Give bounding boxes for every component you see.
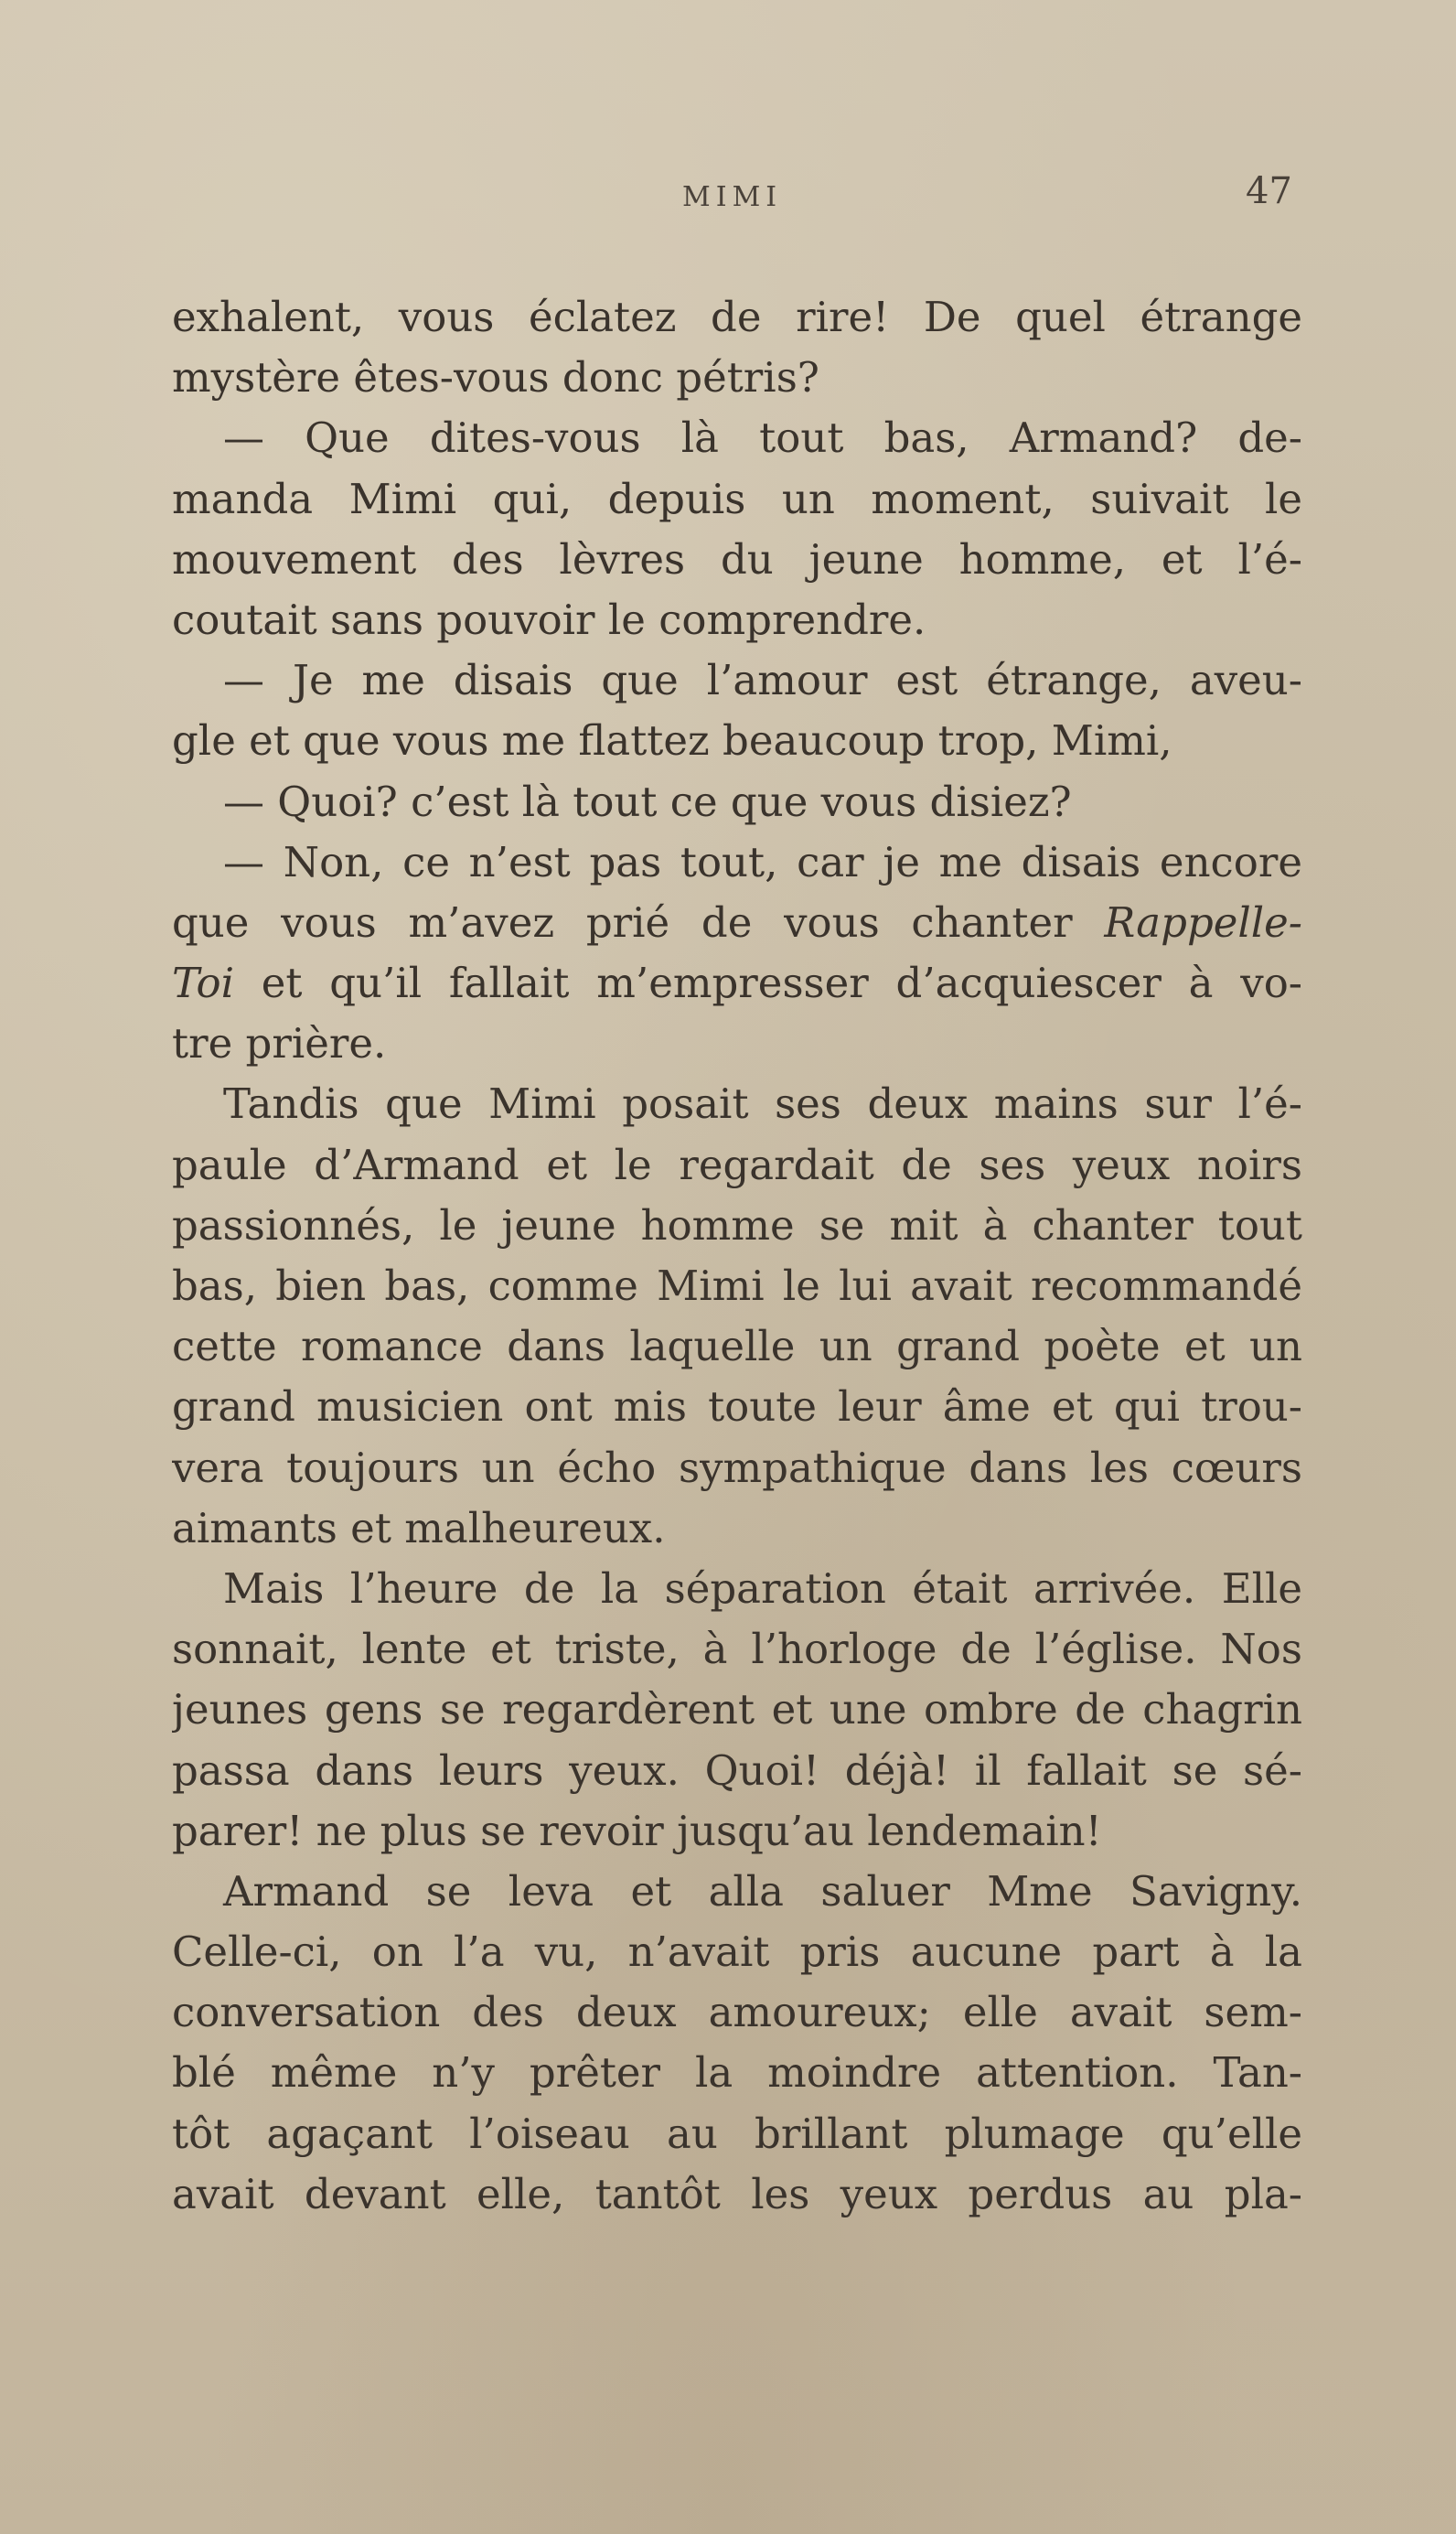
line-text: passa dans leurs yeux. Quoi! déjà! il fallait se sé- bbox=[172, 1745, 1302, 1795]
text-line bbox=[172, 772, 1302, 832]
text-line bbox=[172, 408, 1302, 468]
line-text: paule d’Armand et le regardait de ses yeux noirs bbox=[172, 1140, 1302, 1189]
text-line bbox=[172, 1862, 1302, 1922]
line-text: parer! ne plus se revoir jusqu’au lendemain! bbox=[172, 1806, 1102, 1855]
line-text: jeunes gens se regardèrent et une ombre de chagrin bbox=[172, 1685, 1302, 1734]
text-line bbox=[172, 469, 1302, 530]
line-text: bas, bien bas, comme Mimi le lui avait recommandé bbox=[172, 1262, 1302, 1310]
text-line bbox=[172, 832, 1302, 893]
line-text: aimants et malheureux. bbox=[172, 1503, 666, 1552]
line-text: Armand se leva et alla saluer Mme Savigny. bbox=[223, 1866, 1302, 1916]
line-text: tre prière. bbox=[172, 1019, 387, 1068]
line-text: avait devant elle, tantôt les yeux perdus au pla- bbox=[172, 2169, 1302, 2218]
text-line bbox=[172, 711, 1302, 771]
text-line bbox=[172, 1498, 1302, 1559]
line-text: — Que dites-vous là tout bas, Armand? de- bbox=[223, 413, 1302, 463]
line-text: tôt agaçant l’oiseau au brillant plumage qu’elle bbox=[172, 2109, 1302, 2158]
line-text: coutait sans pouvoir le comprendre. bbox=[172, 595, 926, 644]
line-text: — Je me disais que l’amour est étrange, aveu- bbox=[223, 656, 1302, 705]
line-text: passionnés, le jeune homme se mit à chanter tout bbox=[172, 1200, 1302, 1250]
text-line bbox=[172, 530, 1302, 590]
text-line bbox=[172, 1438, 1302, 1498]
text-line bbox=[172, 348, 1302, 408]
line-text: mouvement des lèvres du jeune homme, et l’é- bbox=[172, 534, 1302, 584]
text-line bbox=[172, 1074, 1302, 1134]
text-line bbox=[172, 590, 1302, 650]
body-text bbox=[172, 287, 1302, 2225]
italic-title: Toi bbox=[172, 959, 235, 1008]
line-text: grand musicien ont mis toute leur âme et qui trou- bbox=[172, 1382, 1302, 1432]
line-text: cette romance dans laquelle un grand poète et un bbox=[172, 1322, 1302, 1371]
line-text: conversation des deux amoureux; elle avait sem- bbox=[172, 1988, 1302, 2037]
text-line bbox=[172, 2043, 1302, 2103]
text-line bbox=[172, 1982, 1302, 2043]
text-line bbox=[172, 650, 1302, 711]
page-number: 47 bbox=[1246, 170, 1292, 212]
text-line bbox=[172, 1316, 1302, 1377]
line-text: Celle-ci, on l’a vu, n’avait pris aucune part à la bbox=[172, 1927, 1302, 1977]
text-line bbox=[172, 1619, 1302, 1680]
line-text: sonnait, lente et triste, à l’horloge de l’église. Nos bbox=[172, 1625, 1302, 1674]
line-text: mystère êtes-vous donc pétris? bbox=[172, 353, 819, 403]
line-text: blé même n’y prêter la moindre attention. Tan- bbox=[172, 2048, 1302, 2098]
text-line bbox=[172, 893, 1302, 953]
text-line bbox=[172, 1680, 1302, 1740]
text-line bbox=[172, 1135, 1302, 1196]
text-line bbox=[172, 2104, 1302, 2164]
text-line bbox=[172, 1559, 1302, 1619]
italic-title: Rappelle- bbox=[1104, 897, 1302, 947]
line-text: Tandis que Mimi posait ses deux mains sur l’é- bbox=[223, 1079, 1302, 1129]
text-line bbox=[172, 1014, 1302, 1074]
line-text: exhalent, vous éclatez de rire! De quel étrange bbox=[172, 293, 1302, 341]
line-text: — Quoi? c’est là tout ce que vous disiez? bbox=[223, 777, 1072, 826]
line-text: manda Mimi qui, depuis un moment, suivait le bbox=[172, 474, 1302, 523]
line-text: vera toujours un écho sympathique dans les cœurs bbox=[172, 1443, 1302, 1492]
line-text: et qu’il fallait m’empresser d’acquiescer à vo- bbox=[234, 959, 1302, 1008]
text-line bbox=[172, 287, 1302, 348]
line-text: — Non, ce n’est pas tout, car je me disais encore bbox=[223, 837, 1302, 886]
running-head: MIMI bbox=[682, 181, 783, 213]
text-line bbox=[172, 1256, 1302, 1316]
text-line bbox=[172, 1741, 1302, 1801]
text-line bbox=[172, 1377, 1302, 1437]
text-line bbox=[172, 953, 1302, 1014]
line-text: que vous m’avez prié de vous chanter bbox=[172, 897, 1105, 947]
line-text: Mais l’heure de la séparation était arrivée. Elle bbox=[223, 1563, 1302, 1613]
text-line bbox=[172, 2164, 1302, 2225]
text-line bbox=[172, 1922, 1302, 1982]
text-line bbox=[172, 1196, 1302, 1256]
line-text: gle et que vous me flattez beaucoup trop, Mimi, bbox=[172, 716, 1172, 766]
text-line bbox=[172, 1801, 1302, 1862]
